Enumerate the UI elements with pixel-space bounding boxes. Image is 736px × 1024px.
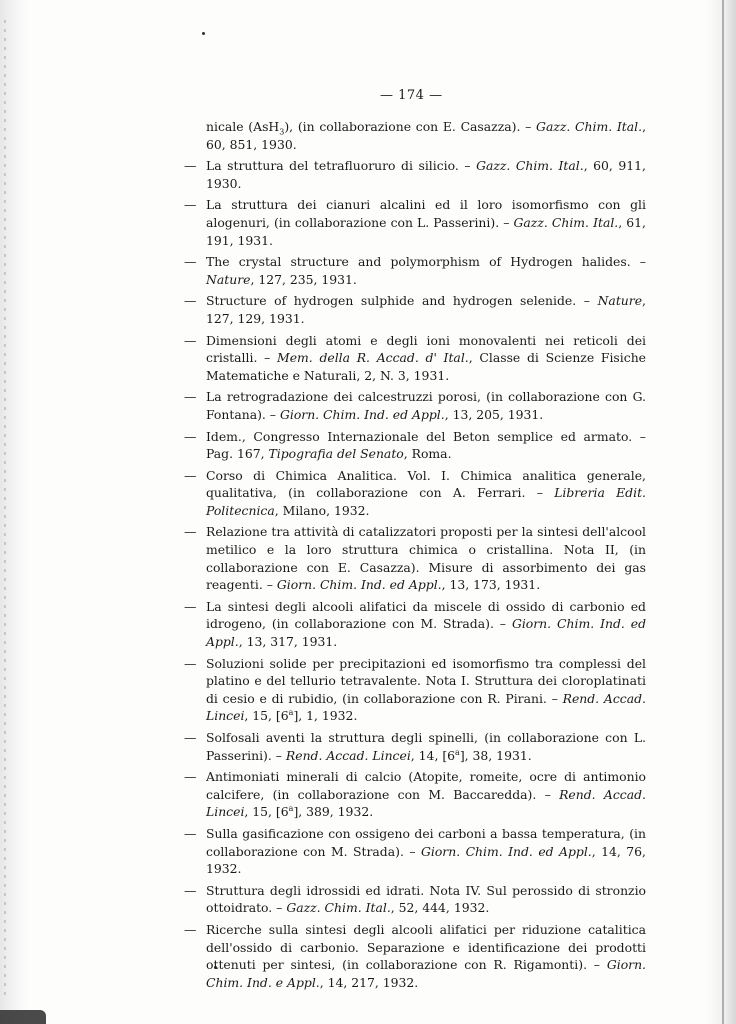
scan-speck [202, 32, 205, 35]
entry-dash: — [184, 389, 197, 405]
entry-text: Soluzioni solide per precipitazioni ed isomorfismo tra complessi del platino e del tellurio tetravalente. Nota I. Struttura dei cloroplatinati di cesio e di rubidio, (in collaborazione con R. Pirani. – [206, 655, 646, 706]
entry-journal: Rend. Accad. Lincei [285, 747, 411, 763]
entry-journal: Gazz. Chim. Ital. [513, 214, 619, 230]
entry-citation: , Classe di Scienze Fisiche Matematiche e Naturali, 2, N. 3, 1931. [206, 350, 647, 383]
entry-dash: — [184, 655, 197, 671]
entry-citation: , 13, 317, 1931. [238, 634, 338, 650]
entry-text: La retrogradazione dei calcestruzzi porosi, (in collaborazione con G. Fontana). – [206, 389, 646, 422]
entry-dash: — [184, 293, 197, 309]
entry-text: Ricerche sulla sintesi degli alcooli alifatici per riduzione catalitica dell'ossido di carbonio. Separazione e identificazione dei prodotti ottenuti per sintesi, (in collaborazione con R. Rigamonti). – [206, 921, 646, 973]
page-number: — 174 — [380, 88, 443, 103]
entry-dash: — [184, 254, 197, 270]
entry-journal: Mem. della R. Accad. d' Ital. [277, 350, 469, 366]
entry-text: La sintesi degli alcooli alifatici da miscele di ossido di carbonio ed idrogeno, (in collaborazione con M. Strada). – [206, 598, 646, 632]
entry-journal: Giorn. Chim. Ind. ed Appl. [276, 577, 442, 593]
bibliography-entry [184, 825, 646, 878]
entry-journal: Gazz. Chim. Ital. [476, 158, 584, 174]
entry-text: The crystal structure and polymorphism of Hydrogen halides. – [206, 254, 646, 270]
entry-journal: Gazz. Chim. Ital. [536, 119, 643, 134]
entry-dash: — [184, 524, 197, 540]
entry-citation: , 14, 217, 1932. [319, 974, 419, 990]
entry-citation: , 52, 444, 1932. [390, 900, 490, 916]
entry-journal: Gazz. Chim. Ital. [286, 900, 391, 916]
entry-citation: , 127, 129, 1931. [206, 293, 646, 326]
entry-text: nicale (AsH [206, 119, 280, 134]
entry-text: La struttura del tetrafluoruro di silicio. – [206, 158, 477, 174]
entry-journal: Nature [206, 271, 251, 287]
entry-text: Dimensioni degli atomi e degli ioni monovalenti nei reticoli dei cristalli. – [206, 332, 646, 366]
bibliography-entry [184, 655, 646, 725]
entry-text: Sulla gasificazione con ossigeno dei carboni a bassa temperatura, (in collaborazione con M. Strada). – [206, 825, 646, 859]
entry-citation: , 14, 76, 1932. [206, 843, 646, 877]
entry-dash: — [184, 921, 197, 937]
entry-journal: Giorn. Chim. Ind. e Appl. [206, 957, 646, 990]
entry-dash: — [184, 197, 197, 213]
entry-citation: , 14, [6 [410, 747, 456, 763]
entry-dash: — [184, 332, 197, 348]
bibliography-list [0, 118, 736, 991]
entry-text: ), (in collaborazione con E. Casazza). – [284, 119, 537, 134]
entry-dash: — [184, 882, 197, 898]
entry-journal: Giorn. Chim. Ind. ed Appl. [206, 616, 646, 650]
entry-dash: — [184, 730, 197, 745]
bibliography-entry [206, 118, 646, 153]
entry-journal: Rend. Accad. Lincei [206, 786, 646, 820]
bibliography-entry [184, 253, 646, 288]
entry-citation: ], 1, 1932. [293, 708, 358, 724]
entry-citation: ], 38, 1931. [459, 747, 532, 763]
bibliography-entry [184, 388, 646, 423]
entry-dash: — [184, 428, 197, 444]
entry-journal: Giorn. Chim. Ind. ed Appl. [279, 406, 445, 422]
entry-superscript: a [288, 708, 294, 718]
entry-publisher: Tipografia del Senato [268, 446, 404, 462]
entry-citation: , 15, [6 [244, 804, 289, 820]
entry-superscript: a [288, 804, 294, 814]
entry-subscript: 3 [279, 127, 285, 137]
entry-text: Relazione tra attività di catalizzatori proposti per la sintesi dell'alcool metilico e la loro struttura chimica o cristallina. Nota II, (in collaborazione con E. Casazza). Misure di assorbimento dei gas reagenti. – [206, 524, 646, 593]
entry-citation: , 60, 911, 1930. [206, 158, 646, 191]
entry-citation: , 13, 173, 1931. [441, 577, 541, 593]
bibliography-entry [184, 196, 646, 249]
entry-citation: , 61, 191, 1931. [206, 214, 646, 248]
entry-dash: — [184, 769, 197, 785]
entry-citation: , 15, [6 [244, 708, 289, 724]
bibliography-entry [184, 332, 647, 385]
entry-text: La struttura dei cianuri alcalini ed il loro isomorfismo con gli alogenuri, (in collaborazione con L. Passerini). – [206, 197, 646, 230]
entry-text: Struttura degli idrossidi ed idrati. Nota IV. Sul perossido di stronzio ottoidrato. – [206, 882, 646, 916]
entry-journal: Nature [597, 293, 643, 309]
entry-superscript: a [455, 747, 460, 757]
bibliography-entry [184, 729, 646, 764]
entry-dash: — [184, 598, 197, 614]
bibliography-entry [184, 467, 646, 520]
entry-text: Solfosali aventi la struttura degli spinelli, (in collaborazione con L. Passerini). – [206, 730, 646, 763]
entry-dash: — [184, 467, 197, 483]
scan-corner-blot [0, 1010, 46, 1024]
bibliography-entry [184, 598, 646, 651]
entry-text: Idem., Congresso Internazionale del Beton semplice ed armato. – Pag. 167, [206, 428, 646, 462]
bibliography-entry [184, 157, 646, 192]
bibliography-entry [184, 882, 646, 917]
entry-text: Corso di Chimica Analitica. Vol. I. Chimica analitica generale, qualitativa, (in collaborazione con A. Ferrari. – [206, 467, 646, 501]
entry-text: Antimoniati minerali di calcio (Atopite, romeite, ocre di antimonio calcifere, (in collaborazione con M. Baccaredda). – [206, 769, 646, 802]
entry-citation: ], 389, 1932. [293, 804, 374, 820]
bibliography-entry [184, 768, 646, 821]
entry-dash: — [184, 825, 197, 841]
entry-journal: Rend. Accad. Lincei [206, 690, 646, 724]
bibliography-entry [184, 523, 646, 593]
entry-citation: , 127, 235, 1931. [250, 271, 357, 287]
entry-dash: — [184, 158, 197, 174]
bibliography-entry [184, 292, 646, 327]
bibliography-entry [184, 921, 646, 991]
entry-text: Structure of hydrogen sulphide and hydrogen selenide. – [206, 293, 598, 309]
entry-citation: , Milano, 1932. [274, 502, 370, 518]
entry-citation: , 13, 205, 1931. [444, 406, 544, 422]
entry-citation: , Roma. [403, 446, 452, 462]
entry-journal: Giorn. Chim. Ind. ed Appl. [420, 843, 592, 859]
entry-citation: , 60, 851, 1930. [206, 119, 647, 152]
bibliography-entry [184, 428, 646, 463]
entry-publisher: Libreria Edit. Politecnica [206, 485, 646, 518]
